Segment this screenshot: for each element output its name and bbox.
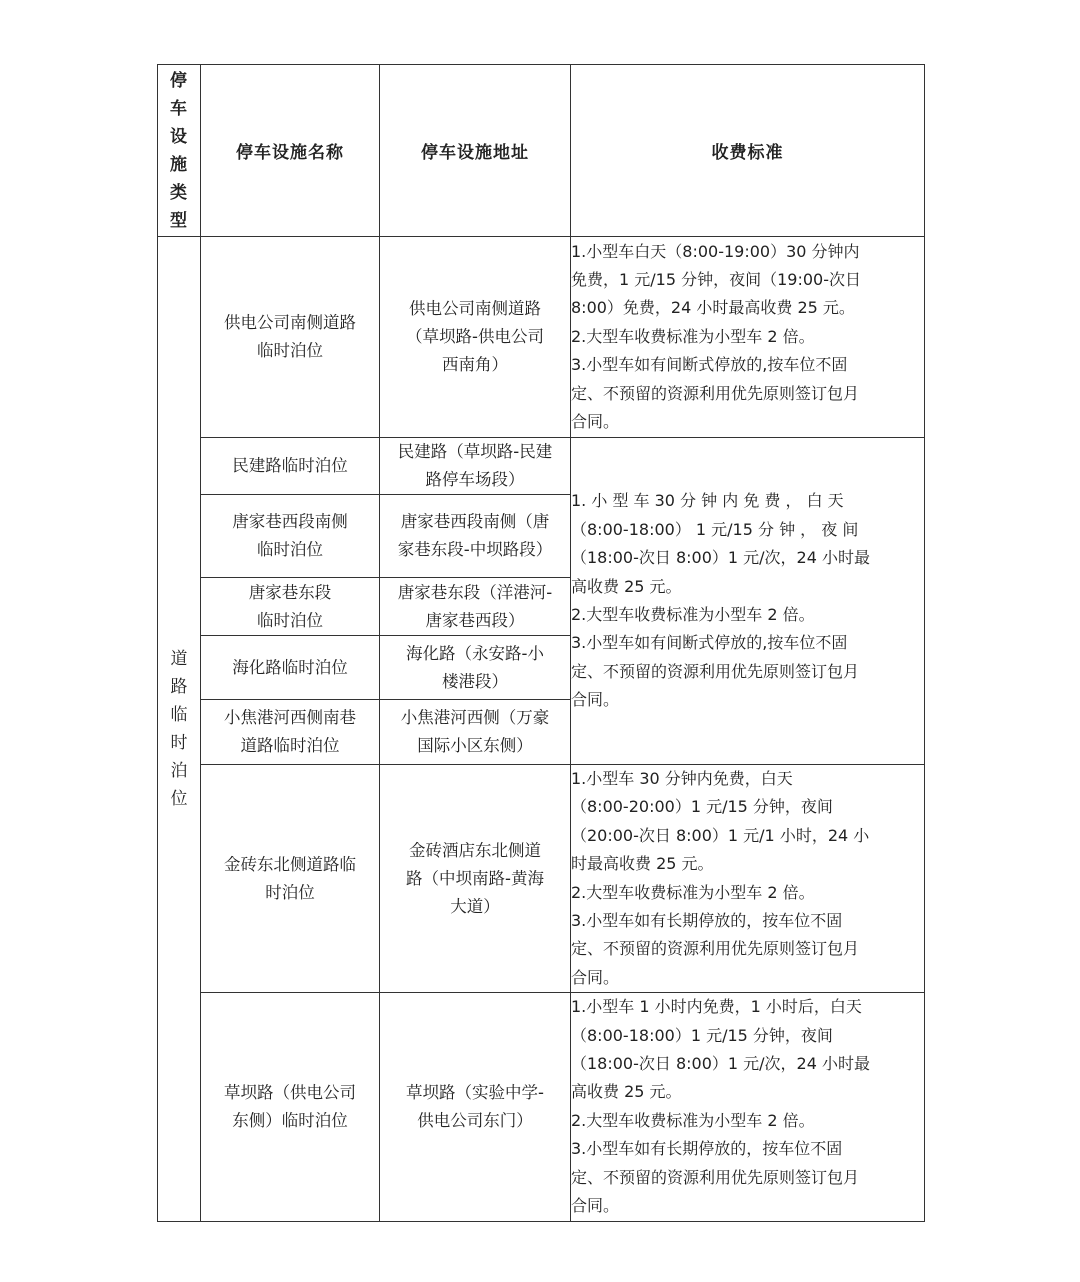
facility-address xyxy=(380,578,571,636)
name-line: 临时泊位 xyxy=(257,341,323,360)
name-line: 海化路临时泊位 xyxy=(232,657,348,677)
fee-line: 1.小型车 30 分钟内免费，白天 xyxy=(571,769,793,788)
fee-line: （8:00-20:00）1 元/15 分钟，夜间 xyxy=(571,797,833,817)
facility-name xyxy=(201,765,380,993)
header-type-char: 施 xyxy=(170,154,188,175)
name-line: 金砖东北侧道路临 xyxy=(224,854,356,874)
fee-line: 合同。 xyxy=(571,1196,620,1216)
name-line: 唐家巷西段南侧 xyxy=(232,512,348,531)
header-type-char: 型 xyxy=(170,210,188,231)
address-line: 草坝路（实验中学- xyxy=(406,1082,544,1102)
fee-line: 合同。 xyxy=(571,690,620,710)
fee-line: 定、不预留的资源利用优先原则签订包月 xyxy=(571,661,860,681)
address-line: 家巷东段-中坝路段） xyxy=(397,540,553,559)
fee-standard xyxy=(571,237,925,438)
address-line: 民建路（草坝路-民建 xyxy=(397,442,553,461)
name-line: 草坝路（供电公司 xyxy=(224,1082,356,1102)
name-line: 时泊位 xyxy=(265,882,315,902)
category-char: 临 xyxy=(170,704,188,725)
table-row xyxy=(158,237,925,438)
fee-line: 3.小型车如有间断式停放的,按车位不固 xyxy=(571,355,848,375)
facility-name xyxy=(201,495,380,578)
table-row xyxy=(158,993,925,1221)
fee-line: 2.大型车收费标准为小型车 2 倍。 xyxy=(571,1110,815,1130)
address-line: 小焦港河西侧（万豪 xyxy=(400,708,550,727)
fee-line: 1. 小 型 车 30 分 钟 内 免 费 ， 白 天 xyxy=(571,491,844,511)
category-char: 时 xyxy=(170,732,188,753)
fee-line: 3.小型车如有长期停放的，按车位不固 xyxy=(571,911,843,931)
facility-address xyxy=(380,237,571,438)
fee-line: 高收费 25 元。 xyxy=(571,1082,682,1102)
fee-line: 2.大型车收费标准为小型车 2 倍。 xyxy=(571,882,815,902)
address-line: 国际小区东侧） xyxy=(417,736,533,755)
facility-address xyxy=(380,765,571,993)
address-line: 供电公司东门） xyxy=(417,1110,533,1130)
name-line: 小焦港河西侧南巷 xyxy=(224,708,356,727)
address-line: 唐家巷西段南侧（唐 xyxy=(400,512,550,531)
address-line: 西南角） xyxy=(442,355,508,374)
address-line: 唐家巷东段（洋港河- xyxy=(397,582,553,602)
address-line: 路停车场段） xyxy=(425,470,525,489)
header-type xyxy=(158,65,201,237)
facility-name xyxy=(201,993,380,1221)
fee-standard xyxy=(571,993,925,1221)
fee-line: 2.大型车收费标准为小型车 2 倍。 xyxy=(571,326,815,346)
category-cell xyxy=(158,237,201,1222)
fee-line: 合同。 xyxy=(571,967,620,987)
address-line: 海化路（永安路-小 xyxy=(406,643,544,663)
category-char: 泊 xyxy=(170,760,188,781)
fee-line: 1.小型车白天（8:00-19:00）30 分钟内 xyxy=(571,241,860,261)
name-line: 唐家巷东段 xyxy=(248,582,332,602)
address-line: 金砖酒店东北侧道 xyxy=(409,840,541,860)
name-line: 东侧）临时泊位 xyxy=(232,1110,348,1130)
name-line: 临时泊位 xyxy=(257,610,323,630)
fee-standard xyxy=(571,438,925,765)
header-type-char: 车 xyxy=(170,98,188,119)
category-char: 道 xyxy=(170,648,188,669)
table-row xyxy=(158,765,925,993)
name-line: 供电公司南侧道路 xyxy=(224,313,356,332)
fee-line: 定、不预留的资源利用优先原则签订包月 xyxy=(571,939,860,959)
header-address: 停车设施地址 xyxy=(380,65,571,237)
fee-line: （8:00-18:00） 1 元/15 分 钟 ， 夜 间 xyxy=(571,519,859,539)
name-line: 临时泊位 xyxy=(257,540,323,559)
address-line: 楼港段） xyxy=(442,671,508,691)
header-type-char: 设 xyxy=(170,126,188,147)
fee-line: 定、不预留的资源利用优先原则签订包月 xyxy=(571,1167,860,1187)
fee-line: 定、不预留的资源利用优先原则签订包月 xyxy=(571,383,860,403)
address-line: 供电公司南侧道路 xyxy=(409,299,541,318)
fee-standard xyxy=(571,765,925,993)
address-line: （草坝路-供电公司 xyxy=(406,327,544,346)
fee-line: 8:00）免费，24 小时最高收费 25 元。 xyxy=(571,298,855,318)
fee-line: 3.小型车如有长期停放的，按车位不固 xyxy=(571,1139,843,1159)
fee-line: 2.大型车收费标准为小型车 2 倍。 xyxy=(571,605,815,624)
fee-line: 合同。 xyxy=(571,412,620,432)
category-char: 路 xyxy=(170,676,188,697)
category-char: 位 xyxy=(170,788,188,809)
parking-fee-table xyxy=(157,64,925,1222)
header-type-char: 停 xyxy=(170,70,188,91)
facility-address xyxy=(380,438,571,495)
facility-name xyxy=(201,237,380,438)
header-row xyxy=(158,65,925,237)
name-line: 民建路临时泊位 xyxy=(232,456,348,475)
address-line: 大道） xyxy=(450,896,500,916)
header-fee: 收费标准 xyxy=(571,65,925,237)
fee-line: 免费，1 元/15 分钟，夜间（19:00-次日 xyxy=(571,269,861,289)
fee-line: 时最高收费 25 元。 xyxy=(571,854,714,874)
fee-line: （20:00-次日 8:00）1 元/1 小时，24 小 xyxy=(571,825,870,845)
facility-address xyxy=(380,636,571,700)
address-line: 路（中坝南路-黄海 xyxy=(406,868,544,888)
fee-line: 高收费 25 元。 xyxy=(571,576,682,596)
fee-line: （18:00-次日 8:00）1 元/次，24 小时最 xyxy=(571,1054,871,1074)
fee-line: （8:00-18:00）1 元/15 分钟，夜间 xyxy=(571,1025,833,1045)
header-name: 停车设施名称 xyxy=(201,65,380,237)
facility-address xyxy=(380,495,571,578)
facility-name xyxy=(201,578,380,636)
fee-line: 1.小型车 1 小时内免费，1 小时后，白天 xyxy=(571,997,862,1017)
fee-line: （18:00-次日 8:00）1 元/次，24 小时最 xyxy=(571,548,871,568)
facility-name xyxy=(201,636,380,700)
facility-name xyxy=(201,700,380,765)
facility-address xyxy=(380,993,571,1221)
facility-name xyxy=(201,438,380,495)
header-type-char: 类 xyxy=(170,182,188,203)
facility-address xyxy=(380,700,571,765)
table-row xyxy=(158,438,925,495)
address-line: 唐家巷西段） xyxy=(425,610,525,630)
fee-line: 3.小型车如有间断式停放的,按车位不固 xyxy=(571,633,848,653)
name-line: 道路临时泊位 xyxy=(240,736,340,755)
